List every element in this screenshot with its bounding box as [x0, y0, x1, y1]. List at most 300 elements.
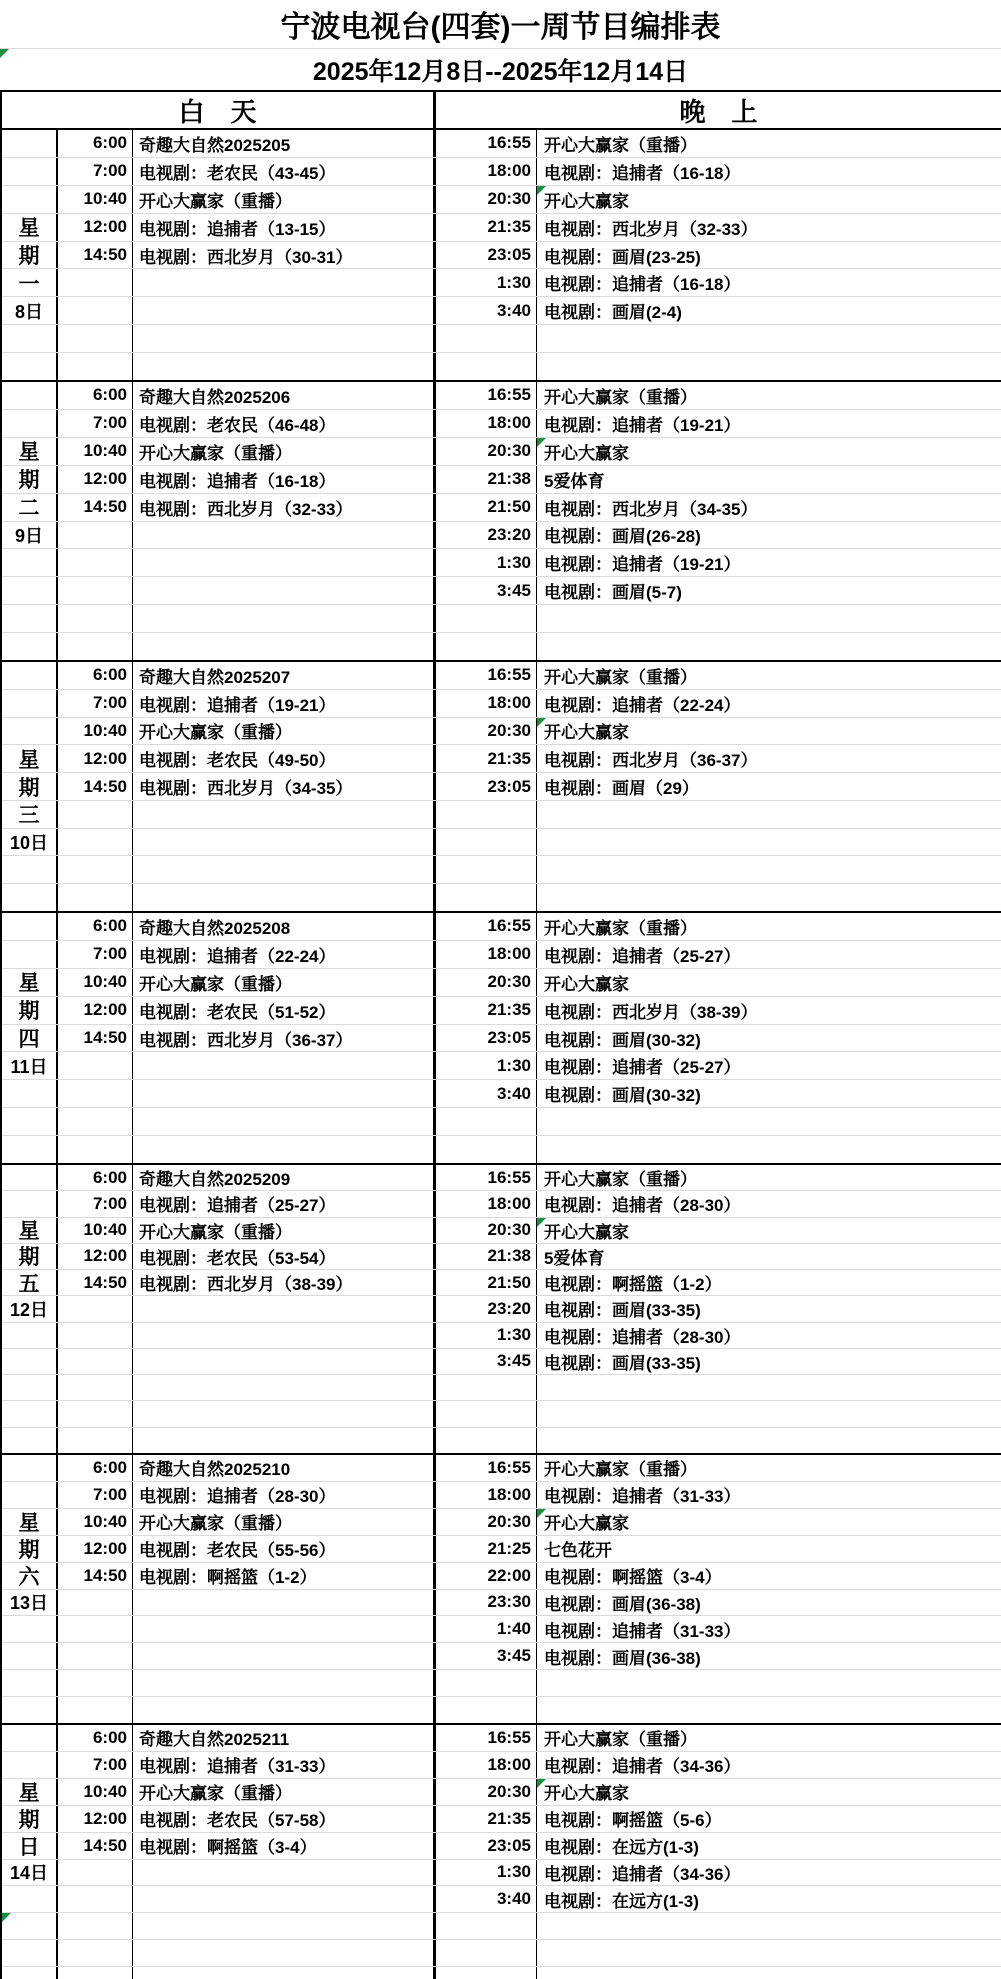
daytime-program-cell	[133, 1913, 433, 1939]
daytime-program-cell	[133, 1940, 433, 1966]
daytime-program-cell	[133, 1349, 433, 1374]
evening-time-cell: 18:00	[433, 1752, 537, 1778]
note-marker-icon	[537, 718, 546, 727]
evening-time-cell	[433, 633, 537, 660]
day-label-char: 11日	[10, 1056, 48, 1077]
daytime-time-cell	[58, 1697, 133, 1723]
day-label-cell	[2, 1725, 58, 1751]
daytime-program-cell	[133, 1860, 433, 1886]
evening-time-cell	[433, 1136, 537, 1163]
schedule-row	[2, 1860, 1001, 1887]
day-label-char: 星	[18, 1220, 40, 1243]
evening-program-cell	[537, 382, 1001, 409]
day-block-sunday	[0, 1725, 1001, 1979]
daytime-time-cell	[58, 1886, 133, 1912]
evening-program-cell	[537, 1670, 1001, 1696]
evening-program-cell	[537, 410, 1001, 437]
evening-program-cell	[537, 1401, 1001, 1426]
daytime-program-cell	[133, 633, 433, 660]
schedule-row	[2, 1779, 1001, 1806]
evening-program-text: 电视剧：西北岁月（32-33）	[544, 219, 758, 239]
daytime-time-cell	[58, 1136, 133, 1163]
evening-time-cell: 21:35	[433, 214, 537, 241]
schedule-row	[2, 1108, 1001, 1136]
day-label-cell	[2, 1323, 58, 1348]
schedule-row	[2, 1080, 1001, 1108]
daytime-program-cell	[133, 1375, 433, 1400]
schedule-row	[2, 1616, 1001, 1643]
evening-time-cell	[433, 1428, 537, 1453]
evening-program-cell	[537, 1806, 1001, 1832]
daytime-time-cell: 10:40	[58, 718, 133, 745]
column-header-row	[0, 90, 1001, 130]
daytime-program-cell	[133, 884, 433, 911]
daytime-program-cell	[133, 1616, 433, 1642]
schedule-row	[2, 1482, 1001, 1509]
evening-program-text: 开心大赢家（重播）	[544, 918, 697, 938]
day-label-cell	[2, 1455, 58, 1481]
day-label-cell	[2, 466, 58, 493]
daytime-program-cell: 电视剧：追捕者（19-21）	[139, 695, 336, 715]
evening-time-cell: 16:55	[433, 1455, 537, 1481]
day-label-cell	[2, 1218, 58, 1243]
schedule-row	[2, 1725, 1001, 1752]
daytime-time-cell	[58, 1590, 133, 1616]
schedule-row	[2, 1670, 1001, 1697]
evening-program-cell	[537, 353, 1001, 380]
daytime-time-cell: 10:40	[58, 1218, 133, 1243]
evening-program-cell	[537, 1697, 1001, 1723]
daytime-time-cell	[58, 1401, 133, 1426]
evening-time-cell	[433, 856, 537, 883]
day-label-cell	[2, 1349, 58, 1374]
day-label-cell	[2, 1108, 58, 1135]
daytime-program-cell: 开心大赢家（重播）	[139, 974, 292, 994]
day-label-char: 期	[18, 245, 40, 269]
evening-program-cell	[537, 1455, 1001, 1481]
day-label-cell	[2, 186, 58, 213]
evening-time-cell	[433, 1940, 537, 1966]
daytime-program-cell	[133, 1886, 433, 1912]
evening-program-text: 电视剧：追捕者（19-21）	[544, 415, 741, 435]
evening-program-cell	[537, 214, 1001, 241]
daytime-program-cell: 电视剧：追捕者（25-27）	[139, 1196, 336, 1216]
day-label-char: 期	[18, 776, 40, 800]
schedule-row	[2, 745, 1001, 773]
daytime-program-cell: 电视剧：啊摇篮（3-4）	[139, 1838, 317, 1858]
schedule-row	[2, 662, 1001, 690]
evening-program-cell	[537, 1191, 1001, 1216]
schedule-row	[2, 1349, 1001, 1375]
day-label-cell	[2, 1536, 58, 1562]
daytime-program-cell: 电视剧：西北岁月（32-33）	[139, 499, 353, 519]
day-label-char: 12日	[9, 1299, 49, 1320]
daytime-program-cell	[133, 1108, 433, 1135]
daytime-time-cell	[58, 1643, 133, 1669]
schedule-row	[2, 158, 1001, 186]
evening-program-text: 开心大赢家	[544, 191, 629, 211]
evening-time-cell: 18:00	[433, 1482, 537, 1508]
evening-time-cell: 1:30	[433, 1323, 537, 1348]
evening-program-cell	[537, 969, 1001, 996]
evening-program-cell	[537, 1244, 1001, 1269]
evening-program-text: 开心大赢家（重播）	[544, 1730, 697, 1750]
evening-time-cell	[433, 353, 537, 380]
evening-program-cell	[537, 941, 1001, 968]
daytime-time-cell	[58, 269, 133, 296]
day-label-char: 星	[18, 1781, 40, 1805]
evening-time-cell	[433, 605, 537, 632]
evening-program-cell	[537, 186, 1001, 213]
daytime-time-cell: 6:00	[58, 1165, 133, 1190]
daytime-time-cell: 6:00	[58, 662, 133, 689]
evening-program-text: 电视剧：追捕者（31-33）	[544, 1487, 741, 1507]
day-label-char: 9日	[14, 525, 43, 546]
day-label-char: 星	[18, 1511, 40, 1535]
schedule-row	[2, 941, 1001, 969]
evening-time-cell	[433, 829, 537, 856]
evening-program-text: 电视剧：啊摇篮（1-2）	[544, 1275, 722, 1295]
day-block-friday	[0, 1165, 1001, 1455]
evening-program-cell	[537, 662, 1001, 689]
schedule-row	[2, 1940, 1001, 1967]
evening-program-cell	[537, 1590, 1001, 1616]
evening-time-cell: 20:30	[433, 1218, 537, 1243]
day-label-cell	[2, 242, 58, 269]
evening-program-cell	[537, 1967, 1001, 1979]
evening-time-cell: 18:00	[433, 690, 537, 717]
daytime-time-cell	[58, 1349, 133, 1374]
day-label-char: 期	[18, 1246, 40, 1270]
day-block-thursday	[0, 913, 1001, 1165]
evening-program-cell	[537, 1886, 1001, 1912]
schedule-row	[2, 969, 1001, 997]
evening-time-cell	[433, 1967, 537, 1979]
daytime-time-cell: 14:50	[58, 494, 133, 521]
day-label-char: 日	[18, 1835, 40, 1859]
evening-program-text: 电视剧：追捕者（25-27）	[544, 946, 741, 966]
evening-program-text: 开心大赢家	[544, 443, 629, 463]
daytime-program-cell: 电视剧：西北岁月（34-35）	[139, 779, 353, 799]
daytime-time-cell: 12:00	[58, 1244, 133, 1269]
daytime-program-cell: 奇趣大自然2025209	[139, 1170, 291, 1190]
daytime-program-cell	[133, 1697, 433, 1723]
daytime-time-cell	[58, 325, 133, 352]
day-label-cell	[2, 1428, 58, 1453]
day-label-cell	[2, 382, 58, 409]
evening-program-text: 电视剧：啊摇篮（3-4）	[544, 1568, 722, 1588]
daytime-time-cell: 14:50	[58, 773, 133, 800]
evening-time-cell: 21:38	[433, 466, 537, 493]
schedule-row	[2, 269, 1001, 297]
daytime-program-cell	[133, 801, 433, 828]
schedule-row	[2, 1806, 1001, 1833]
day-label-cell	[2, 1482, 58, 1508]
day-label-cell	[2, 633, 58, 660]
day-label-cell	[2, 158, 58, 185]
daytime-program-cell: 电视剧：西北岁月（36-37）	[139, 1030, 353, 1050]
daytime-time-cell: 7:00	[58, 158, 133, 185]
evening-time-cell: 20:30	[433, 718, 537, 745]
evening-program-text: 电视剧：画眉(36-38)	[544, 1648, 701, 1668]
evening-time-cell	[433, 1108, 537, 1135]
evening-program-text: 电视剧：西北岁月（34-35）	[544, 499, 758, 519]
evening-time-cell: 3:45	[433, 1349, 537, 1374]
evening-program-cell	[537, 1913, 1001, 1939]
day-label-cell	[2, 1296, 58, 1321]
daytime-program-cell: 电视剧：老农民（43-45）	[139, 163, 336, 183]
evening-program-cell	[537, 549, 1001, 576]
day-label-cell	[2, 1270, 58, 1295]
schedule-row	[2, 1191, 1001, 1217]
evening-program-cell	[537, 829, 1001, 856]
evening-program-text: 电视剧：画眉(30-32)	[544, 1030, 701, 1050]
schedule-row	[2, 1296, 1001, 1322]
evening-program-cell	[537, 438, 1001, 465]
evening-time-cell: 1:30	[433, 549, 537, 576]
day-label-cell	[2, 1616, 58, 1642]
day-label-char: 六	[18, 1565, 40, 1589]
evening-time-cell: 20:30	[433, 438, 537, 465]
daytime-program-cell	[133, 1590, 433, 1616]
day-label-char: 10日	[9, 833, 49, 854]
day-block-monday	[0, 130, 1001, 382]
schedule-row	[2, 1025, 1001, 1053]
evening-time-cell: 21:35	[433, 997, 537, 1024]
schedule-body	[0, 130, 1001, 1979]
evening-time-cell: 16:55	[433, 913, 537, 940]
day-label-cell	[2, 577, 58, 604]
daytime-time-cell: 7:00	[58, 1752, 133, 1778]
evening-program-text: 电视剧：画眉(36-38)	[544, 1594, 701, 1614]
daytime-time-cell	[58, 549, 133, 576]
evening-program-text: 电视剧：画眉(26-28)	[544, 527, 701, 547]
day-label-cell	[2, 410, 58, 437]
evening-time-cell: 3:40	[433, 297, 537, 324]
evening-time-cell	[433, 1401, 537, 1426]
daytime-program-cell	[133, 1643, 433, 1669]
evening-program-text: 电视剧：画眉(23-25)	[544, 247, 701, 267]
daytime-program-cell: 开心大赢家（重播）	[139, 723, 292, 743]
daytime-time-cell: 7:00	[58, 690, 133, 717]
day-label-cell	[2, 884, 58, 911]
day-label-cell	[2, 1643, 58, 1669]
evening-program-text: 开心大赢家	[544, 1514, 629, 1534]
day-label-cell	[2, 801, 58, 828]
daytime-program-cell: 奇趣大自然2025207	[139, 667, 291, 687]
evening-program-text: 电视剧：追捕者（22-24）	[544, 695, 741, 715]
evening-time-cell: 21:25	[433, 1536, 537, 1562]
day-label-cell	[2, 829, 58, 856]
day-label-char: 二	[18, 497, 40, 521]
day-block-tuesday	[0, 382, 1001, 662]
daytime-time-cell	[58, 1108, 133, 1135]
evening-program-text: 电视剧：追捕者（34-36）	[544, 1864, 741, 1884]
evening-time-cell	[433, 1913, 537, 1939]
day-label-cell	[2, 941, 58, 968]
daytime-time-cell	[58, 884, 133, 911]
day-label-char: 星	[18, 748, 40, 772]
schedule-row	[2, 186, 1001, 214]
schedule-row	[2, 522, 1001, 550]
schedule-row	[2, 1967, 1001, 1979]
daytime-time-cell	[58, 1913, 133, 1939]
evening-program-cell	[537, 605, 1001, 632]
evening-program-text: 5爱体育	[544, 471, 605, 491]
day-label-char: 三	[18, 804, 40, 828]
daytime-program-cell	[133, 1401, 433, 1426]
daytime-program-cell: 电视剧：西北岁月（38-39）	[139, 1275, 353, 1295]
evening-time-cell: 20:30	[433, 969, 537, 996]
evening-program-cell	[537, 1616, 1001, 1642]
schedule-row	[2, 1375, 1001, 1401]
day-label-cell	[2, 605, 58, 632]
schedule-row	[2, 718, 1001, 746]
daytime-time-cell: 12:00	[58, 745, 133, 772]
evening-program-cell	[537, 1563, 1001, 1589]
schedule-row	[2, 633, 1001, 660]
day-label-cell	[2, 1563, 58, 1589]
day-label-cell	[2, 494, 58, 521]
daytime-program-cell: 奇趣大自然2025211	[139, 1730, 290, 1750]
evening-time-cell: 20:30	[433, 1779, 537, 1805]
daytime-program-cell: 开心大赢家（重播）	[139, 191, 292, 211]
day-label-cell	[2, 1886, 58, 1912]
evening-time-cell	[433, 884, 537, 911]
daytime-program-cell	[133, 1052, 433, 1079]
day-label-cell	[2, 522, 58, 549]
day-label-char: 13日	[9, 1593, 49, 1614]
daytime-program-cell: 电视剧：老农民（49-50）	[139, 751, 336, 771]
daytime-time-cell: 14:50	[58, 1833, 133, 1859]
evening-time-cell: 1:30	[433, 1860, 537, 1886]
evening-program-cell	[537, 801, 1001, 828]
evening-program-cell	[537, 1108, 1001, 1135]
note-marker-icon	[2, 1913, 11, 1922]
evening-time-cell: 23:20	[433, 1296, 537, 1321]
day-label-cell	[2, 1940, 58, 1966]
evening-program-text: 开心大赢家（重播）	[544, 1460, 697, 1480]
schedule-row	[2, 997, 1001, 1025]
daytime-time-cell	[58, 577, 133, 604]
evening-program-cell	[537, 1725, 1001, 1751]
evening-program-text: 电视剧：画眉(2-4)	[544, 303, 682, 323]
evening-program-text: 电视剧：追捕者（16-18）	[544, 275, 741, 295]
evening-program-cell	[537, 1136, 1001, 1163]
evening-program-cell	[537, 856, 1001, 883]
evening-program-cell	[537, 1940, 1001, 1966]
evening-program-cell	[537, 158, 1001, 185]
schedule-row	[2, 1323, 1001, 1349]
evening-time-cell: 23:05	[433, 1025, 537, 1052]
daytime-time-cell	[58, 1428, 133, 1453]
day-label-cell	[2, 773, 58, 800]
schedule-row	[2, 130, 1001, 158]
day-label-char: 四	[18, 1028, 40, 1052]
day-label-char: 一	[18, 272, 40, 296]
evening-program-cell	[537, 1860, 1001, 1886]
day-label-cell	[2, 718, 58, 745]
daytime-time-cell: 12:00	[58, 466, 133, 493]
evening-time-cell: 18:00	[433, 941, 537, 968]
day-label-cell	[2, 969, 58, 996]
day-label-cell	[2, 1375, 58, 1400]
evening-program-text: 开心大赢家	[544, 974, 629, 994]
daytime-program-cell	[133, 1136, 433, 1163]
daytime-time-cell	[58, 856, 133, 883]
daytime-program-cell	[133, 297, 433, 324]
day-label-cell	[2, 1191, 58, 1216]
note-marker-icon	[0, 49, 9, 58]
schedule-row	[2, 1643, 1001, 1670]
daytime-time-cell: 7:00	[58, 410, 133, 437]
evening-time-cell: 21:50	[433, 494, 537, 521]
evening-program-text: 电视剧：追捕者（34-36）	[544, 1757, 741, 1777]
day-label-cell	[2, 913, 58, 940]
daytime-program-cell	[133, 1670, 433, 1696]
daytime-time-cell	[58, 633, 133, 660]
daytime-time-cell: 6:00	[58, 382, 133, 409]
schedule-row	[2, 913, 1001, 941]
day-label-cell	[2, 353, 58, 380]
day-label-cell	[2, 1779, 58, 1805]
schedule-row	[2, 577, 1001, 605]
daytime-time-cell: 14:50	[58, 1563, 133, 1589]
schedule-row	[2, 325, 1001, 353]
evening-time-cell: 16:55	[433, 1165, 537, 1190]
daytime-program-cell	[133, 1428, 433, 1453]
evening-program-text: 电视剧：画眉(33-35)	[544, 1301, 701, 1321]
daytime-program-cell: 奇趣大自然2025208	[139, 918, 291, 938]
daytime-time-cell	[58, 1080, 133, 1107]
daytime-time-cell: 7:00	[58, 1191, 133, 1216]
schedule-row	[2, 1563, 1001, 1590]
daytime-program-cell: 电视剧：西北岁月（30-31）	[139, 247, 353, 267]
evening-program-cell	[537, 1833, 1001, 1859]
evening-time-cell: 22:00	[433, 1563, 537, 1589]
evening-program-text: 开心大赢家	[544, 1784, 629, 1804]
schedule-row	[2, 1136, 1001, 1163]
daytime-program-cell	[133, 522, 433, 549]
daytime-program-cell: 开心大赢家（重播）	[139, 1222, 292, 1242]
daytime-program-cell	[133, 856, 433, 883]
day-label-cell	[2, 1967, 58, 1979]
daytime-time-cell: 6:00	[58, 913, 133, 940]
daytime-time-cell: 10:40	[58, 1779, 133, 1805]
schedule-row	[2, 1270, 1001, 1296]
day-label-cell	[2, 297, 58, 324]
evening-program-cell	[537, 718, 1001, 745]
daytime-time-cell: 12:00	[58, 1536, 133, 1562]
evening-program-text: 5爱体育	[544, 1248, 605, 1268]
daytime-time-cell: 12:00	[58, 1806, 133, 1832]
daytime-program-cell: 电视剧：追捕者（13-15）	[139, 219, 336, 239]
column-header-evening: 晚 上	[679, 96, 758, 127]
evening-time-cell: 3:45	[433, 1643, 537, 1669]
day-label-cell	[2, 745, 58, 772]
daytime-program-cell	[133, 1296, 433, 1321]
day-label-char: 期	[18, 1538, 40, 1562]
evening-program-cell	[537, 1349, 1001, 1374]
note-marker-icon	[537, 1779, 546, 1788]
day-label-cell	[2, 1080, 58, 1107]
day-label-cell	[2, 549, 58, 576]
daytime-time-cell: 12:00	[58, 997, 133, 1024]
schedule-row	[2, 1052, 1001, 1080]
evening-program-cell	[537, 745, 1001, 772]
schedule-row	[2, 1401, 1001, 1427]
evening-program-cell	[537, 913, 1001, 940]
